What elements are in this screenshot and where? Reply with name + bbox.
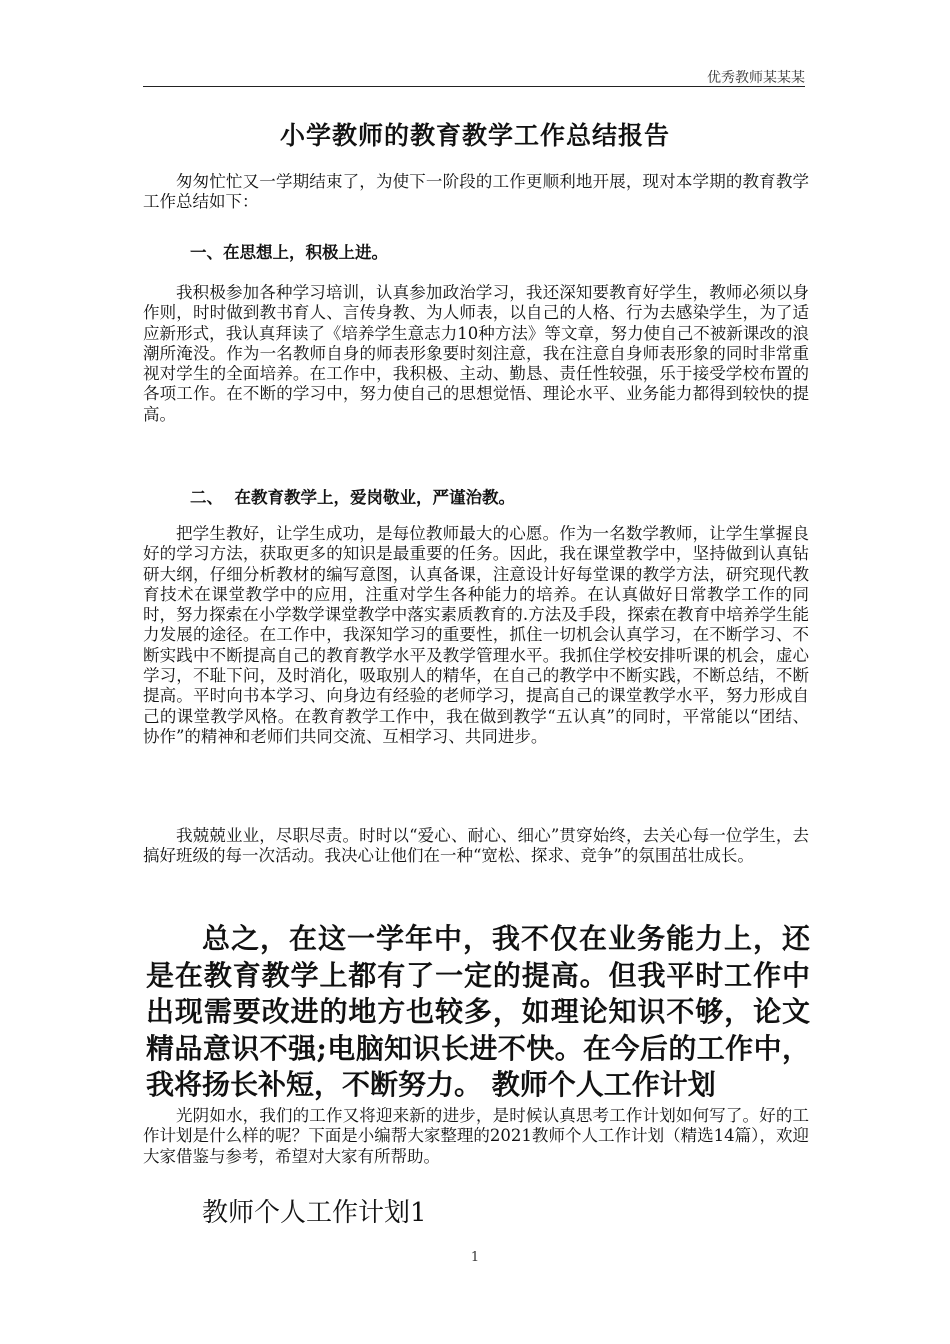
plan-intro-paragraph: 光阴如水，我们的工作又将迎来新的进步，是时候认真思考工作计划如何写了。好的工作计划是什么样的呢？下面是小编帮大家整理的2021教师个人工作计划（精选14篇），欢迎大家借鉴与参考，希望对大家有所帮助。 xyxy=(143,1106,809,1166)
section-1-body: 我积极参加各种学习培训，认真参加政治学习，我还深知要教育好学生，教师必须以身作则，时时做到教书育人、言传身教、为人师表，以自己的人格、行为去感染学生，为了适应新形式，我认真拜读了《培养学生意志力10种方法》等文章，努力使自己不被新课改的浪潮所淹没。作为一名教师自身的师表形象要时刻注意，我在注意自身师表形象的同时非常重视对学生的全面培养。在工作中，我积极、主动、勤恳、责任性较强，乐于接受学校布置的各项工作。在不断的学习中，努力使自己的思想觉悟、理论水平、业务能力都得到较快的提高。 xyxy=(143,283,809,424)
section-1-heading: 一、在思想上，积极上进。 xyxy=(190,243,388,262)
section-2-body: 把学生教好，让学生成功，是每位教师最大的心愿。作为一名数学教师，让学生掌握良好的学习方法，获取更多的知识是最重要的任务。因此，我在课堂教学中，坚持做到认真钻研大纲，仔细分析教材的编写意图，认真备课，注意设计好每堂课的教学方法，研究现代教育技术在课堂教学中的应用，注重对学生各种能力的培养。在认真做好日常教学工作的同时，努力探索在小学数学课堂教学中落实素质教育的.方法及手段，探索在教育中培养学生能力发展的途径。在工作中，我深知学习的重要性，抓住一切机会认真学习，在不断学习、不断实践中不断提高自己的教育教学水平及教学管理水平。我抓住学校安排听课的机会，虚心学习，不耻下问，及时消化，吸取别人的精华，在自己的教学中不断实践，不断总结，不断提高。平时向书本学习、向身边有经验的老师学习，提高自己的课堂教学水平，努力形成自己的课堂教学风格。在教育教学工作中，我在做到教学“五认真”的同时，平常能以“团结、协作”的精神和老师们共同交流、互相学习、共同进步。 xyxy=(143,524,809,746)
header-divider xyxy=(143,86,805,87)
intro-paragraph: 匆匆忙忙又一学期结束了，为使下一阶段的工作更顺利地开展，现对本学期的教育教学工作总结如下： xyxy=(143,172,809,212)
header-author: 优秀教师某某某 xyxy=(707,70,805,86)
document-title: 小学教师的教育教学工作总结报告 xyxy=(279,121,670,150)
section-2-body-2: 我兢兢业业，尽职尽责。时时以“爱心、耐心、细心”贯穿始终，去关心每一位学生，去搞好班级的每一次活动。我决心让他们在一种“宽松、探求、竞争”的氛围茁壮成长。 xyxy=(143,826,809,866)
page-number: 1 xyxy=(470,1250,480,1265)
plan-heading: 教师个人工作计划1 xyxy=(202,1198,427,1228)
conclusion-paragraph: 总之，在这一学年中，我不仅在业务能力上，还是在教育教学上都有了一定的提高。但我平时工作中出现需要改进的地方也较多，如理论知识不够，论文精品意识不强;电脑知识长进不快。在今后的工作中，我将扬长补短，不断努力。 教师个人工作计划 xyxy=(146,922,810,1101)
section-2-heading: 二、 在教育教学上，爱岗敬业，严谨治教。 xyxy=(190,488,515,507)
